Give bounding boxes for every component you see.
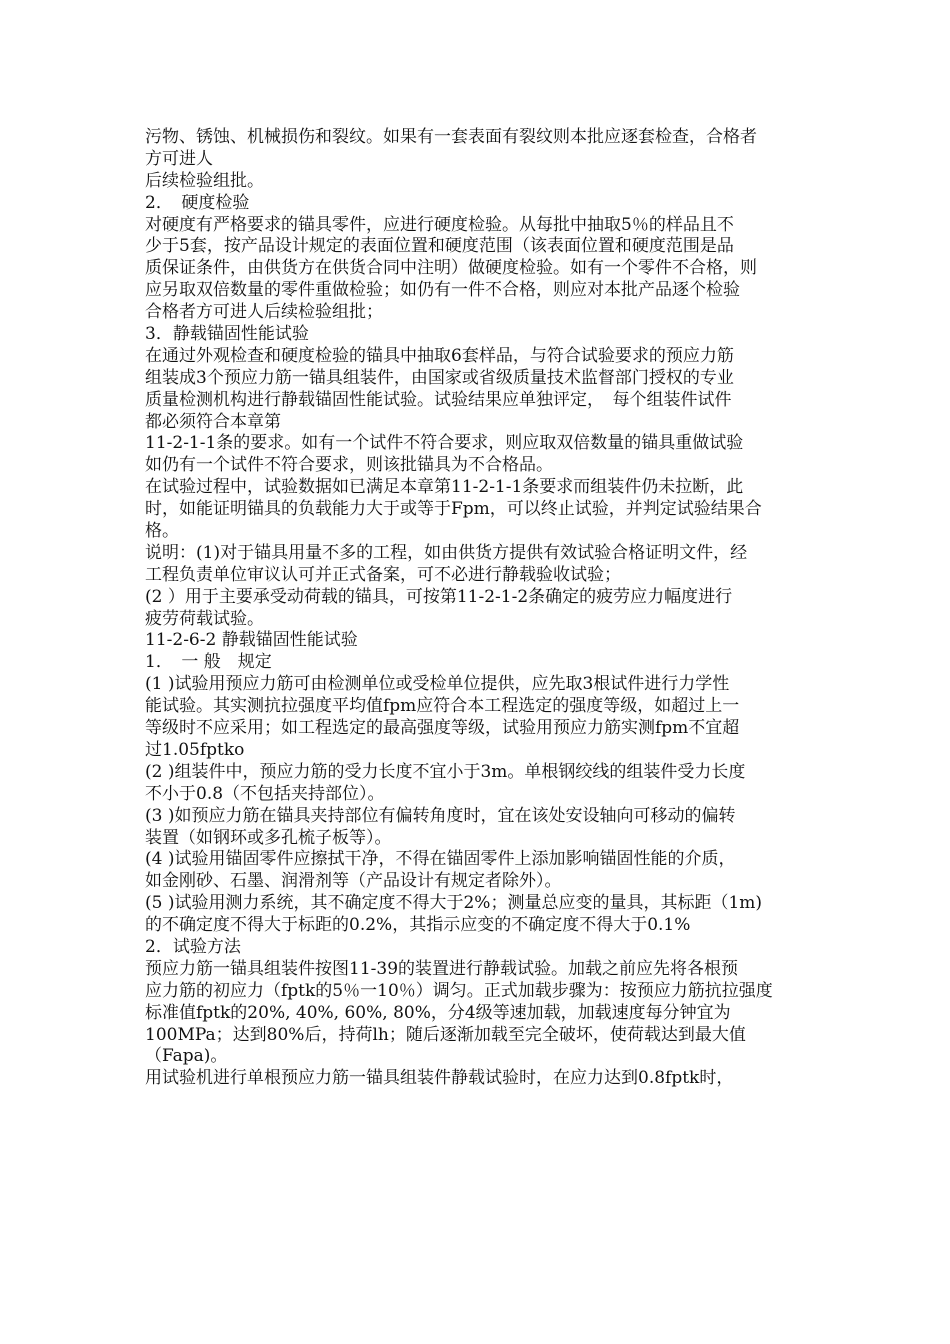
text-line: 应力筋的初应力（fptk的5％一10％）调匀。正式加载步骤为：按预应力筋抗拉强度 <box>145 980 773 1001</box>
text-line: 质保证条件，由供货方在供货合同中注明）做硬度检验。如有一个零件不合格，则 <box>145 258 757 279</box>
text-line: 如仍有一个试件不符合要求，则该批锚具为不合格品。 <box>145 455 553 476</box>
text-line: (5 )试验用测力系统，其不确定度不得大于2%；测量总应变的量具，其标距（1m) <box>145 893 763 914</box>
text-line: 时，如能证明锚具的负载能力大于或等于Fpm，可以终止试验，并判定试验结果合 <box>145 499 762 520</box>
text-line: 2．试验方法 <box>145 936 241 957</box>
text-line: 后续检验组批。 <box>145 170 264 191</box>
text-line: 如金刚砂、石墨、润滑剂等（产品设计有规定者除外）。 <box>145 871 562 892</box>
text-line: 装置（如钢环或多孔梳子板等）。 <box>145 827 392 848</box>
text-line: 3．静载锚固性能试验 <box>145 324 309 345</box>
text-line: 11-2-6-2 静载锚固性能试验 <box>145 630 358 651</box>
text-line: 格。 <box>145 521 179 542</box>
text-line: 的不确定度不得大于标距的0.2%，其指示应变的不确定度不得大于0.1% <box>145 915 691 936</box>
text-line: 合格者方可进人后续检验组批； <box>145 302 383 323</box>
text-line: 在试验过程中，试验数据如已满足本章第11-2-1-1条要求而组装件仍未拉断，此 <box>145 477 744 498</box>
text-line: 疲劳荷载试验。 <box>145 608 264 629</box>
text-line: 方可进人 <box>145 148 213 169</box>
text-line: (3 )如预应力筋在锚具夹持部位有偏转角度时，宜在该处安设轴向可移动的偏转 <box>145 805 736 826</box>
text-line: 在通过外观检查和硬度检验的锚具中抽取6套样品，与符合试验要求的预应力筋 <box>145 345 734 366</box>
text-line: (2 ）用于主要承受动荷载的锚具，可按第11-2-1-2条确定的疲劳应力幅度进行 <box>145 586 733 607</box>
text-line: 少于5套，按产品设计规定的表面位置和硬度范围（该表面位置和硬度范围是品 <box>145 236 734 257</box>
text-line: 不小于0.8（不包括夹持部位）。 <box>145 783 385 804</box>
text-line: 工程负责单位审议认可并正式备案，可不必进行静载验收试验； <box>145 564 621 585</box>
text-line: 等级时不应采用；如工程选定的最高强度等级，试验用预应力筋实测fpm不宜超 <box>145 718 740 739</box>
document-body <box>145 127 810 1090</box>
text-line: 2． 硬度检验 <box>145 192 250 213</box>
text-line: 应另取双倍数量的零件重做检验；如仍有一件不合格，则应对本批产品逐个检验 <box>145 280 740 301</box>
text-line: 1． 一 般 规定 <box>145 652 272 673</box>
text-line: (2 )组装件中，预应力筋的受力长度不宜小于3m。单根钢绞线的组装件受力长度 <box>145 761 746 782</box>
text-line: 用试验机进行单根预应力筋一锚具组装件静载试验时，在应力达到0.8fptk时， <box>145 1068 734 1089</box>
text-line: 都必须符合本章第 <box>145 411 281 432</box>
text-line: 组装成3个预应力筋一锚具组装件，由国家或省级质量技术监督部门授权的专业 <box>145 367 734 388</box>
text-line: 说明：(1)对于锚具用量不多的工程，如由供货方提供有效试验合格证明文件，经 <box>145 542 748 563</box>
text-line: 标准值fptk的20%, 40%, 60%, 80%，分4级等速加载，加载速度每分钟宜为 <box>145 1002 731 1023</box>
text-line: (4 )试验用锚固零件应擦拭干净，不得在锚固零件上添加影响锚固性能的介质， <box>145 849 736 870</box>
text-line: 过1.05fptko <box>145 739 245 760</box>
text-line: (1 )试验用预应力筋可由检测单位或受检单位提供，应先取3根试件进行力学性 <box>145 674 730 695</box>
text-line: 对硬度有严格要求的锚具零件，应进行硬度检验。从每批中抽取5％的样品且不 <box>145 214 734 235</box>
text-line: 污物、锈蚀、机械损伤和裂纹。如果有一套表面有裂纹则本批应逐套检查，合格者 <box>145 127 757 147</box>
text-line: 预应力筋一锚具组装件按图11-39的装置进行静载试验。加载之前应先将各根预 <box>145 958 739 979</box>
text-line: 100MPa；达到80%后，持荷lh；随后逐渐加载至完全破坏，使荷载达到最大值 <box>145 1024 746 1045</box>
text-line: 能试验。其实测抗拉强度平均值fpm应符合本工程选定的强度等级，如超过上一 <box>145 696 740 717</box>
text-line: 11-2-1-1条的要求。如有一个试件不符合要求，则应取双倍数量的锚具重做试验 <box>145 433 744 454</box>
text-line: （Fapa)。 <box>145 1046 228 1067</box>
text-line: 质量检测机构进行静载锚固性能试验。试验结果应单独评定， 每个组装件试件 <box>145 389 732 410</box>
